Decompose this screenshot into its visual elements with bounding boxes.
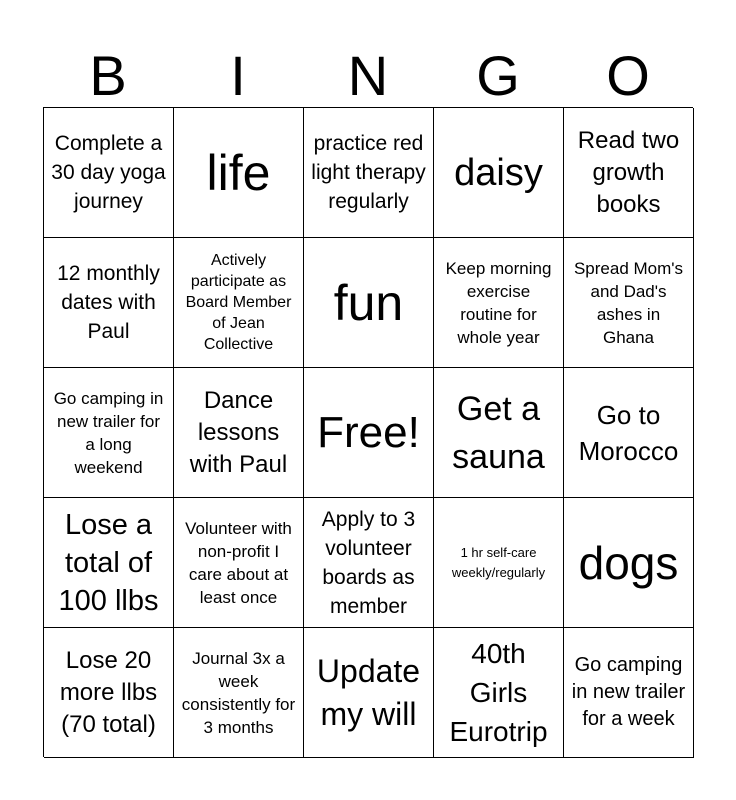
bingo-cell[interactable]	[434, 108, 564, 238]
header-letter-o: O	[606, 44, 650, 107]
cell-text: Read two growth books	[577, 126, 680, 218]
cell-text: 40th Girls Eurotrip	[449, 638, 548, 747]
bingo-cell[interactable]	[44, 628, 174, 758]
cell-text: Volunteer with non-profit I care about at least once	[185, 518, 292, 607]
header-letter-n: N	[347, 44, 389, 107]
header-letter-i: I	[230, 44, 246, 107]
bingo-header	[43, 44, 693, 108]
header-letter-b: B	[89, 44, 127, 107]
header-letter-g: G	[476, 44, 520, 107]
cell-text: daisy	[454, 151, 543, 194]
cell-text: Lose a total of 100 llbs	[58, 508, 159, 617]
bingo-cell[interactable]	[564, 368, 694, 498]
bingo-cell[interactable]	[174, 368, 304, 498]
bingo-cell[interactable]	[174, 108, 304, 238]
bingo-cell[interactable]	[434, 498, 564, 628]
cell-text: Keep morning exercise routine for whole year	[445, 258, 552, 347]
cell-text: life	[206, 144, 271, 201]
bingo-cell[interactable]	[44, 108, 174, 238]
cell-text: Apply to 3 volunteer boards as member	[321, 507, 416, 618]
cell-text: Spread Mom's and Dad's ashes in Ghana	[573, 258, 684, 347]
cell-text: 1 hr self-care weekly/regularly	[451, 544, 546, 580]
cell-text: Get a sauna	[452, 389, 545, 476]
cell-text: Go camping in new trailer for a long weekend	[53, 388, 164, 477]
bingo-cell[interactable]	[304, 498, 434, 628]
bingo-cell[interactable]	[304, 238, 434, 368]
bingo-cell[interactable]	[44, 368, 174, 498]
cell-text: Dance lessons with Paul	[189, 386, 288, 478]
bingo-cell[interactable]	[564, 498, 694, 628]
cell-text: Update my will	[316, 652, 421, 732]
bingo-cell[interactable]	[44, 238, 174, 368]
cell-text: 12 monthly dates with Paul	[57, 262, 160, 343]
bingo-cell[interactable]	[434, 238, 564, 368]
bingo-cell[interactable]	[174, 498, 304, 628]
cell-text: practice red light therapy regularly	[311, 132, 426, 213]
cell-text: Go to Morocco	[578, 399, 679, 466]
bingo-cell[interactable]	[174, 628, 304, 758]
cell-text: Go camping in new trailer for a week	[571, 654, 686, 730]
free-space-cell[interactable]	[304, 368, 434, 498]
cell-text: Actively participate as Board Member of Jean Collective	[185, 252, 292, 353]
free-space-text: Free!	[317, 407, 420, 457]
bingo-cell[interactable]	[304, 628, 434, 758]
cell-text: dogs	[578, 536, 679, 589]
bingo-cell[interactable]	[564, 108, 694, 238]
bingo-cell[interactable]	[174, 238, 304, 368]
cell-text: Complete a 30 day yoga journey	[51, 132, 166, 213]
bingo-cell[interactable]	[434, 628, 564, 758]
bingo-cell[interactable]	[564, 628, 694, 758]
cell-text: fun	[333, 274, 404, 331]
bingo-cell[interactable]	[44, 498, 174, 628]
cell-text: Lose 20 more llbs (70 total)	[59, 646, 158, 738]
bingo-cell[interactable]	[304, 108, 434, 238]
bingo-board	[43, 107, 693, 757]
bingo-cell[interactable]	[434, 368, 564, 498]
cell-text: Journal 3x a week consistently for 3 months	[181, 648, 296, 737]
bingo-cell[interactable]	[564, 238, 694, 368]
